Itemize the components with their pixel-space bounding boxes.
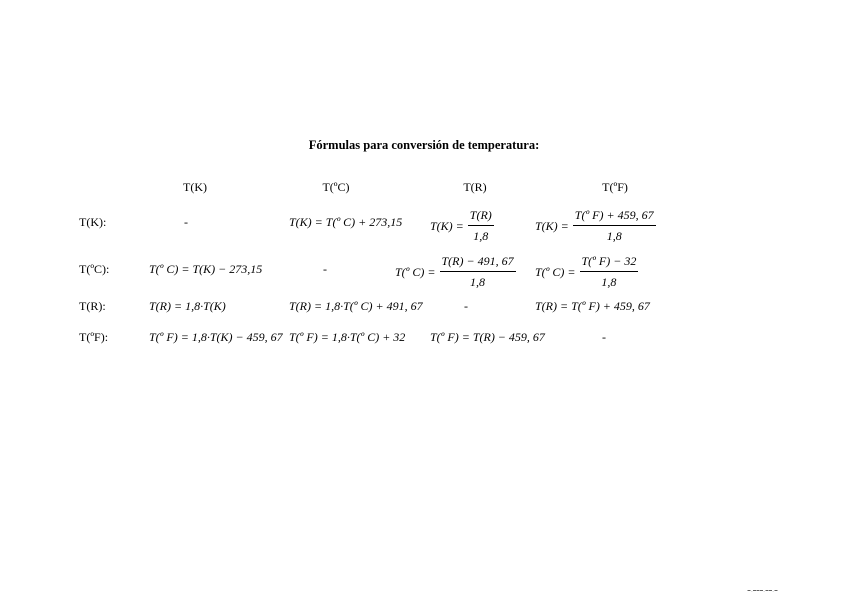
formula-denominator: 1,8 bbox=[473, 229, 489, 243]
formula-c-from-k: T(º C) = T(K) − 273,15 bbox=[149, 262, 263, 276]
formula-f-from-c: T(º F) = 1,8·T(º C) + 32 bbox=[289, 330, 406, 344]
column-header-celsius: T(ºC) bbox=[322, 180, 350, 194]
formula-numerator: T(º F) + 459, 67 bbox=[573, 208, 656, 226]
formula-lhs: T(º C) = bbox=[535, 264, 576, 279]
formula-r-from-c: T(R) = 1,8·T(º C) + 491, 67 bbox=[289, 299, 423, 313]
cell-k-k-dash: - bbox=[184, 215, 188, 229]
formula-r-from-f: T(R) = T(º F) + 459, 67 bbox=[535, 299, 650, 313]
footer-mark: ▬_▬▬▬_▬▬_▬ bbox=[747, 588, 778, 592]
cell-f-f-dash: - bbox=[602, 330, 606, 344]
formula-lhs: T(º C) = bbox=[395, 264, 436, 279]
row-header-rankine: T(R): bbox=[79, 299, 106, 313]
formula-lhs: T(K) = bbox=[430, 218, 464, 233]
formula-c-from-f bbox=[535, 254, 638, 290]
formula-f-from-r: T(º F) = T(R) − 459, 67 bbox=[430, 330, 545, 344]
formula-r-from-k: T(R) = 1,8·T(K) bbox=[149, 299, 226, 313]
formula-f-from-k: T(º F) = 1,8·T(K) − 459, 67 bbox=[149, 330, 283, 344]
formula-denominator: 1,8 bbox=[601, 275, 617, 289]
formula-lhs: T(K) = bbox=[535, 218, 569, 233]
column-header-fahrenheit: T(ºF) bbox=[602, 180, 628, 194]
column-header-rankine: T(R) bbox=[463, 180, 487, 194]
formula-denominator: 1,8 bbox=[606, 229, 622, 243]
cell-r-r-dash: - bbox=[464, 299, 468, 313]
column-header-kelvin: T(K) bbox=[183, 180, 207, 194]
row-header-fahrenheit: T(ºF): bbox=[79, 330, 109, 344]
formula-denominator: 1,8 bbox=[470, 275, 486, 289]
formula-numerator: T(R) − 491, 67 bbox=[440, 254, 516, 272]
row-header-kelvin: T(K): bbox=[79, 215, 107, 229]
formula-k-from-r bbox=[430, 208, 494, 244]
formula-k-from-f bbox=[535, 208, 656, 244]
cell-c-c-dash: - bbox=[323, 262, 327, 276]
formula-c-from-r bbox=[395, 254, 516, 290]
formula-numerator: T(R) bbox=[468, 208, 494, 226]
page-title: Fórmulas para conversión de temperatura: bbox=[308, 138, 540, 152]
row-header-celsius: T(ºC): bbox=[79, 262, 110, 276]
formula-numerator: T(º F) − 32 bbox=[580, 254, 639, 272]
formula-k-from-c: T(K) = T(º C) + 273,15 bbox=[289, 215, 403, 229]
